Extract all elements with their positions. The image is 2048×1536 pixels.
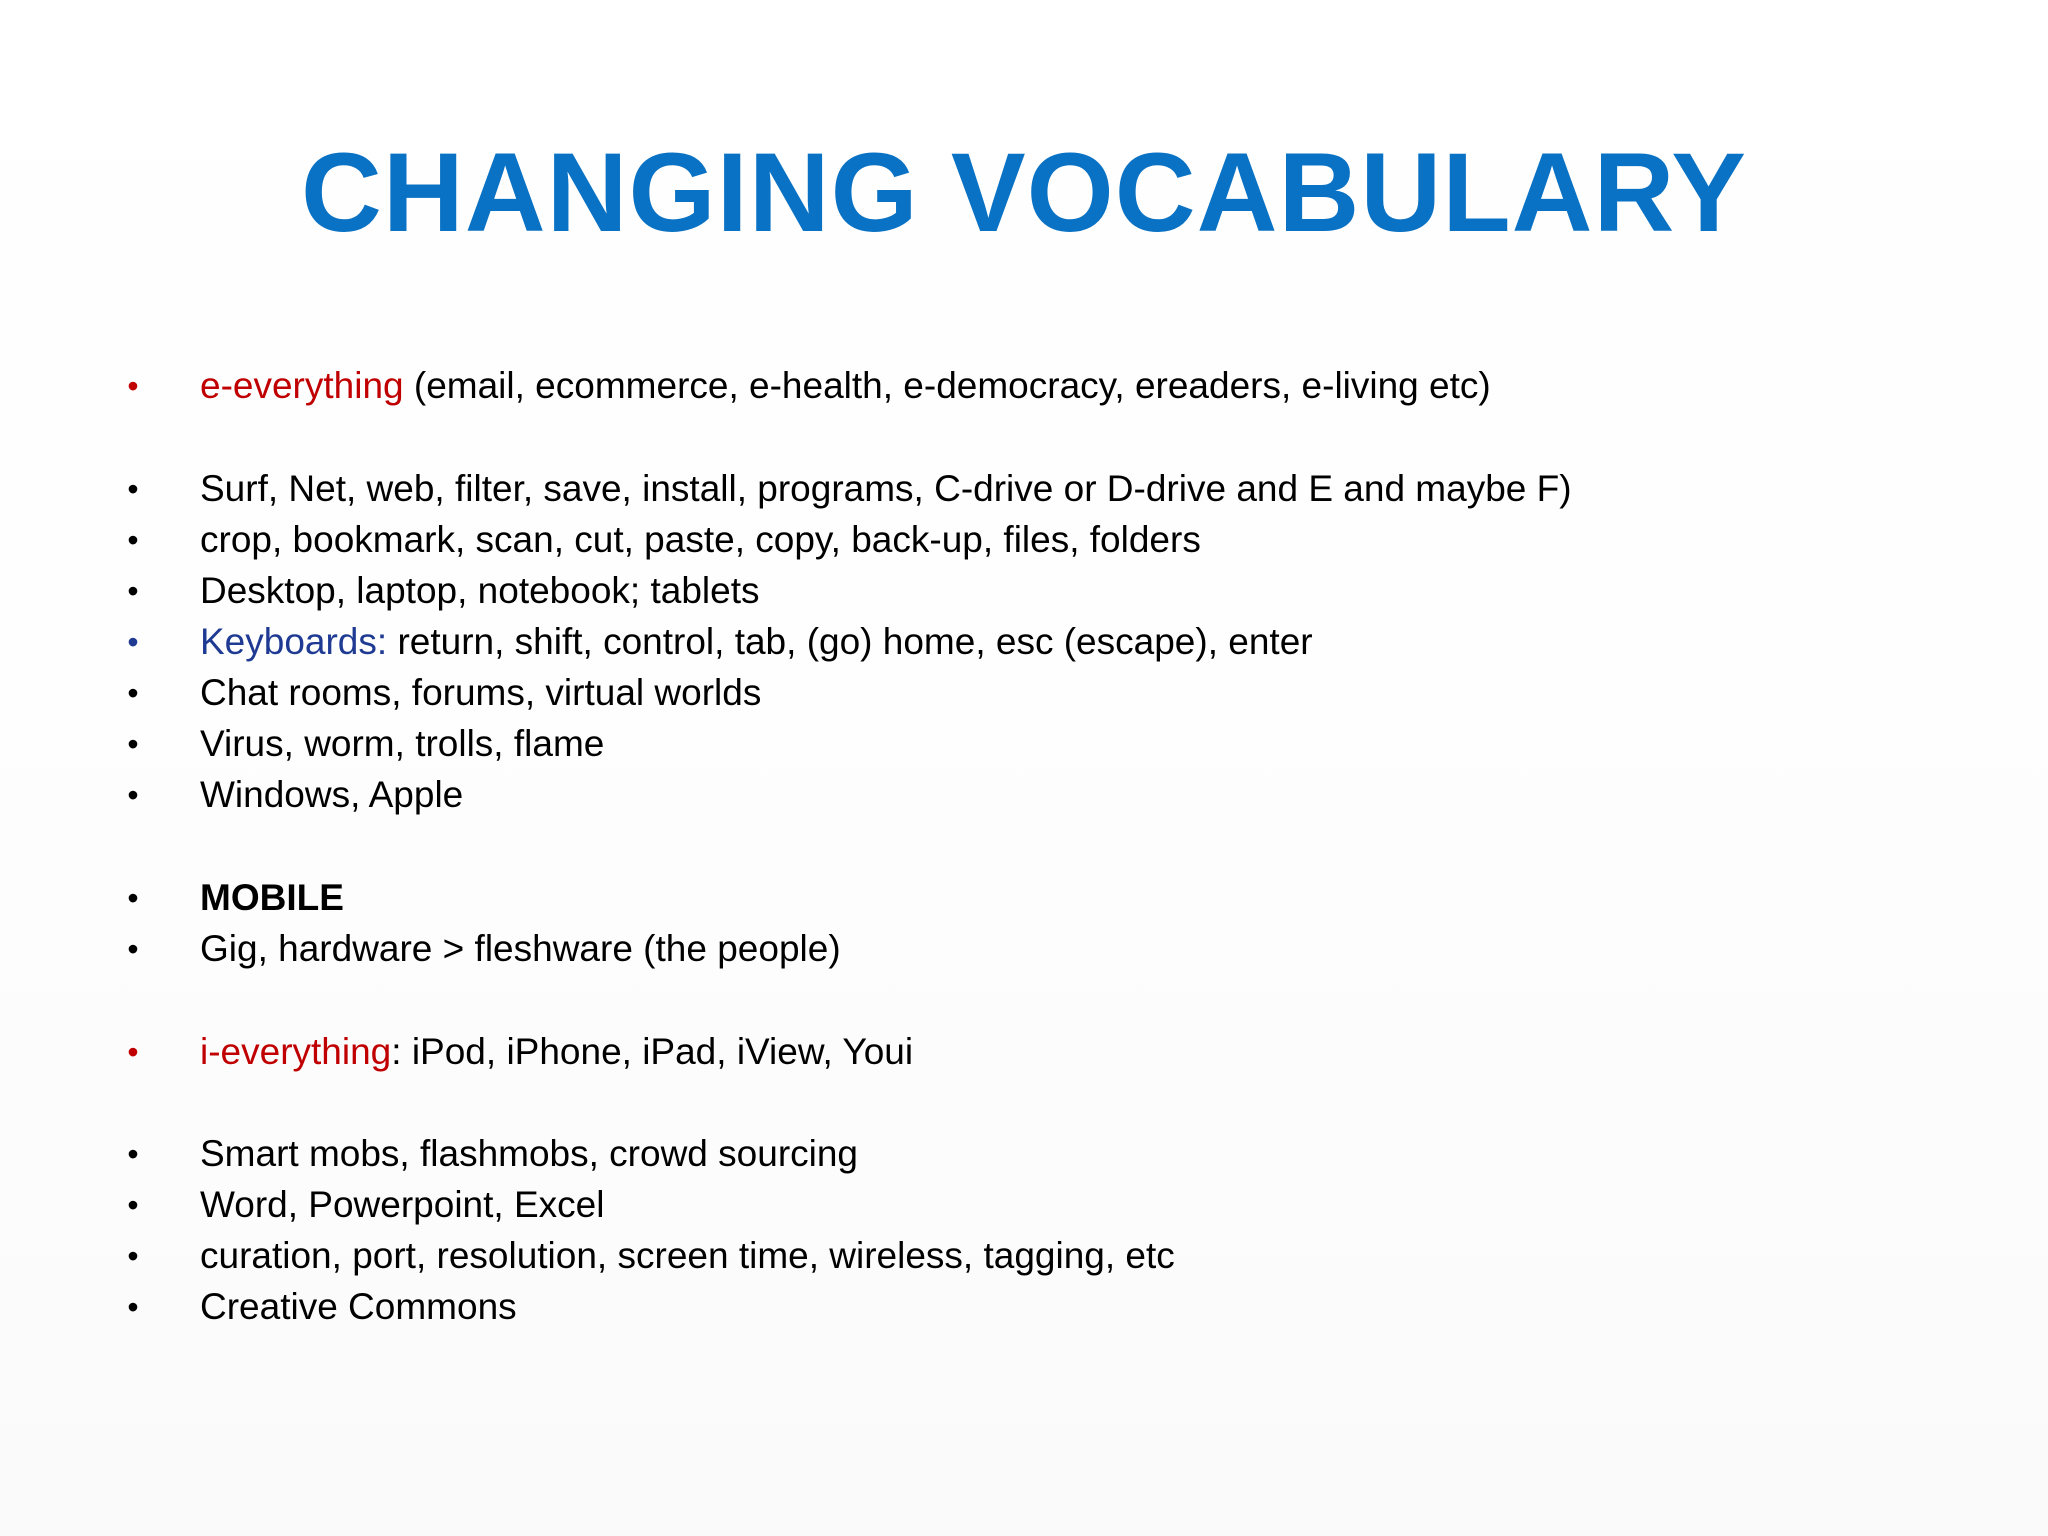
bullet-item <box>0 463 2048 515</box>
bullet-item-mobile <box>0 872 2048 924</box>
bullet-item <box>0 718 2048 770</box>
bullet-dot: • <box>127 1289 139 1325</box>
bullet-text: curation, port, resolution, screen time, wireless, tagging, etc <box>200 1235 1175 1276</box>
bullet-text: Desktop, laptop, notebook; tablets <box>200 570 760 611</box>
bullet-dot: • <box>127 1187 139 1223</box>
bullet-lead: Keyboards: <box>200 621 388 662</box>
bullet-text <box>200 360 1491 412</box>
bullet-item-keyboards <box>0 616 2048 668</box>
bullet-item <box>0 565 2048 617</box>
bullet-item <box>0 514 2048 566</box>
bullet-text: Windows, Apple <box>200 774 464 815</box>
bullet-text: Smart mobs, flashmobs, crowd sourcing <box>200 1133 859 1174</box>
bullet-dot: • <box>127 1034 139 1070</box>
bullet-dot: • <box>127 573 139 609</box>
bullet-dot: • <box>127 624 139 660</box>
bullet-text: Chat rooms, forums, virtual worlds <box>200 672 762 713</box>
bullet-dot: • <box>127 368 139 404</box>
bullet-item <box>0 1128 2048 1180</box>
bullet-text: Surf, Net, web, filter, save, install, programs, C-drive or D-drive and E and maybe F) <box>200 468 1572 509</box>
bullet-rest: : iPod, iPhone, iPad, iView, Youi <box>391 1031 914 1072</box>
bullet-item <box>0 1230 2048 1282</box>
bullet-item <box>0 667 2048 719</box>
bullet-text <box>200 1026 913 1078</box>
bullet-text: crop, bookmark, scan, cut, paste, copy, back-up, files, folders <box>200 519 1201 560</box>
bullet-item-i-everything <box>0 1026 2048 1078</box>
bullet-item-e-everything <box>0 360 2048 412</box>
bullet-dot: • <box>127 471 139 507</box>
bullet-text: Word, Powerpoint, Excel <box>200 1184 605 1225</box>
bullet-dot: • <box>127 1238 139 1274</box>
bullet-rest: (email, ecommerce, e-health, e-democracy, ereaders, e-living etc) <box>403 365 1491 406</box>
bullet-lead: e-everything <box>200 365 404 406</box>
bullet-lead: i-everything <box>200 1031 392 1072</box>
bullet-item <box>0 1179 2048 1231</box>
bullet-dot: • <box>127 675 139 711</box>
bullet-dot: • <box>127 522 139 558</box>
bullet-item <box>0 1281 2048 1333</box>
bullet-text: Creative Commons <box>200 1286 517 1327</box>
bullet-text: MOBILE <box>200 877 344 918</box>
slide-title: CHANGING VOCABULARY <box>301 130 1747 255</box>
bullet-dot: • <box>127 931 139 967</box>
bullet-dot: • <box>127 726 139 762</box>
bullet-dot: • <box>127 880 139 916</box>
bullet-dot: • <box>127 777 139 813</box>
bullet-dot: • <box>127 1136 139 1172</box>
bullet-rest: return, shift, control, tab, (go) home, esc (escape), enter <box>387 621 1313 662</box>
bullet-text: Gig, hardware > fleshware (the people) <box>200 928 841 969</box>
bullet-item <box>0 769 2048 821</box>
bullet-item <box>0 923 2048 975</box>
bullet-text <box>200 616 1313 668</box>
bullet-text: Virus, worm, trolls, flame <box>200 723 605 764</box>
